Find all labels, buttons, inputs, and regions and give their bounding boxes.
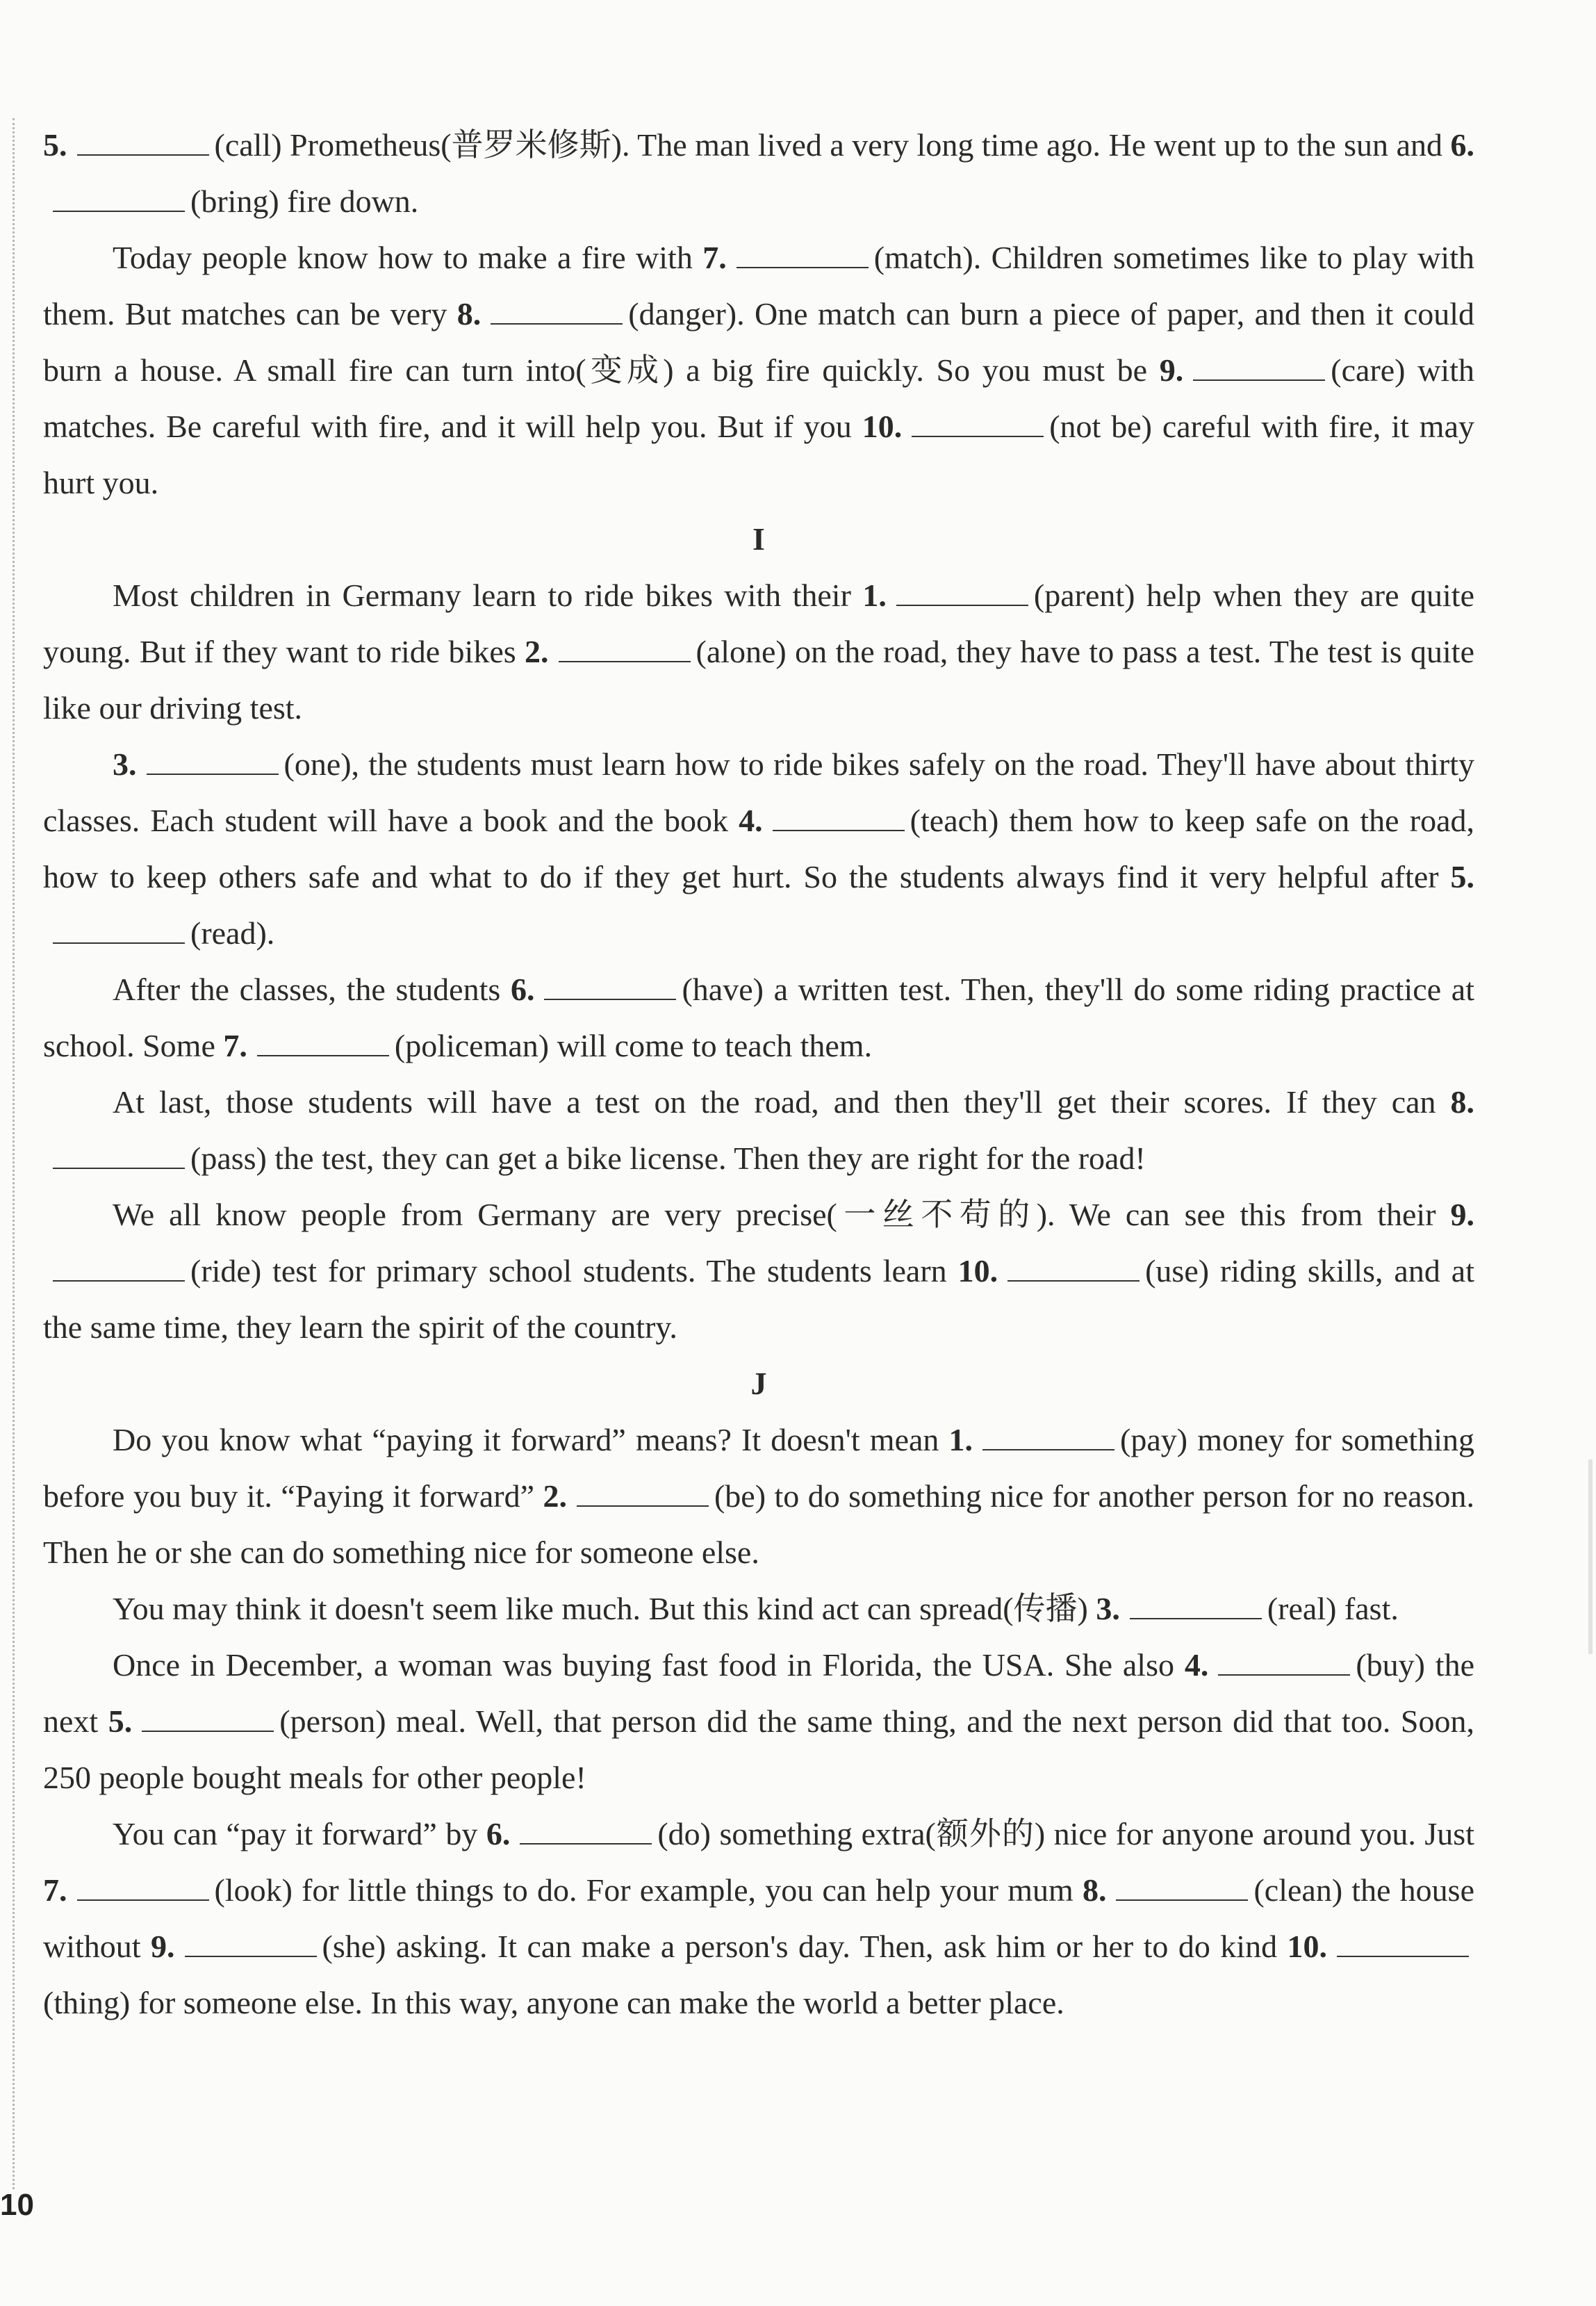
item-number: 8. [1450,1084,1474,1120]
section-heading: J [750,1366,767,1401]
item-number: 4. [739,803,763,838]
paragraph [43,229,1474,511]
text-run: We all know people from Germany are very precise(一丝不苟的). We can see this from their [113,1197,1451,1232]
answer-blank [77,1873,209,1901]
text-run: (care) with matches. Be careful with fire, and it will help you. But if you [43,352,1474,444]
answer-blank [577,1479,709,1507]
answer-blank [896,578,1028,606]
paragraph [43,1186,1474,1355]
section-heading: I [752,521,765,557]
item-number: 6. [1450,127,1474,163]
text-run: Today people know how to make a fire with [113,240,703,275]
answer-blank [1337,1929,1469,1957]
section-i [43,511,1474,1355]
item-number: 2. [525,634,549,669]
answer-blank [257,1029,389,1056]
paragraph [43,1412,1474,1580]
paragraph [43,736,1474,961]
text-run: (she) asking. It can make a person's day. Then, ask him or her to do kind [322,1929,1288,1964]
item-number: 3. [113,746,137,782]
item-number: 6. [510,972,535,1007]
item-number: 10. [1287,1929,1328,1964]
paragraph [43,1580,1474,1637]
text-run: Once in December, a woman was buying fast food in Florida, the USA. She also [113,1647,1185,1683]
answer-blank [520,1817,652,1845]
text-run: (danger). One match can burn a piece of paper, and then it could burn a house. A small fire can turn into(变成) a big fire quickly. So you must be [43,296,1475,388]
answer-blank [147,747,279,775]
text-run: (ride) test for primary school students. The students learn [190,1253,958,1289]
item-number: 10. [862,409,903,444]
item-number: 2. [543,1478,567,1514]
text-run: Most children in Germany learn to ride bikes with their [113,578,863,613]
item-number: 7. [43,1872,67,1908]
page-number: 10 [0,2188,34,2222]
text-run: After the classes, the students [113,972,511,1007]
answer-blank [912,409,1044,437]
text-run: (call) Prometheus(普罗米修斯). The man lived a very long time ago. He went up to the sun and [214,127,1451,163]
item-number: 7. [223,1028,247,1063]
item-number: 5. [43,127,67,163]
text-run: (person) meal. Well, that person did the same thing, and the next person did that too. Soon, 250 people bought meals for other people! [43,1703,1474,1795]
item-number: 7. [702,240,727,275]
answer-blank [1218,1648,1350,1676]
answer-blank [1007,1254,1140,1282]
text-run: (parent) help when they are quite young. But if they want to ride bikes [43,578,1474,669]
text-run: (thing) for someone else. In this way, anyone can make the world a better place. [43,1985,1064,2020]
item-number: 5. [1450,859,1474,894]
answer-blank [53,1254,185,1282]
text-run: (teach) them how to keep safe on the road, how to keep others safe and what to do if they get hurt. So the students always find it very helpful after [43,803,1474,894]
right-edge-mark [1588,1459,1593,1654]
text-run: You may think it doesn't seem like much. But this kind act can spread(传播) [113,1591,1096,1626]
answer-blank [559,635,691,662]
section-j [43,1355,1474,2031]
section-h-continued [43,117,1474,511]
text-run: (pass) the test, they can get a bike license. Then they are right for the road! [190,1140,1146,1176]
text-run: (policeman) will come to teach them. [394,1028,873,1063]
answer-blank [53,1141,185,1169]
text-run: (one), the students must learn how to ride bikes safely on the road. They'll have about thirty classes. Each student will have a book and the book [43,746,1474,838]
text-run: (pay) money for something before you buy it. “Paying it forward” [43,1422,1474,1514]
item-number: 6. [486,1816,511,1851]
text-run: You can “pay it forward” by [113,1816,486,1851]
text-run: (not be) careful with fire, it may hurt you. [43,409,1475,500]
text-run: (match). Children sometimes like to play with them. But matches can be very [43,240,1474,332]
item-number: 3. [1096,1591,1120,1626]
answer-blank [982,1423,1114,1450]
answer-blank [53,916,185,944]
item-number: 9. [1450,1197,1474,1232]
text-run: (be) to do something nice for another person for no reason. Then he or she can do something nice for someone else. [43,1478,1474,1570]
text-run: Do you know what “paying it forward” means? It doesn't mean [113,1422,949,1457]
text-run: (buy) the next [43,1647,1474,1739]
paragraph [43,961,1474,1074]
text-run: (real) fast. [1267,1591,1399,1626]
paragraph [43,1637,1474,1806]
answer-blank [544,972,676,1000]
text-run: (use) riding skills, and at the same time, they learn the spirit of the country. [43,1253,1474,1345]
item-number: 8. [456,296,482,332]
answer-blank [142,1704,274,1732]
text-run: (bring) fire down. [190,183,419,219]
text-run: (read). [190,915,275,951]
paragraph [43,1074,1474,1186]
answer-blank [773,803,905,831]
item-number: 5. [108,1703,133,1739]
item-number: 8. [1082,1872,1107,1908]
text-run: (look) for little things to do. For example, you can help your mum [214,1872,1083,1908]
answer-blank [53,184,185,212]
text-run: At last, those students will have a test on the road, and then they'll get their scores. If they can [113,1084,1451,1120]
item-number: 4. [1184,1647,1209,1683]
paragraph [43,567,1474,736]
answer-blank [185,1929,317,1957]
item-number: 9. [1159,352,1184,388]
worksheet-content [43,117,1474,2031]
answer-blank [1116,1873,1248,1901]
item-number: 1. [862,578,887,613]
item-number: 1. [948,1422,973,1457]
answer-blank [491,297,623,325]
answer-blank [77,128,209,156]
answer-blank [1193,353,1325,381]
text-run: (clean) the house without [43,1872,1474,1964]
text-run: (alone) on the road, they have to pass a test. The test is quite like our driving test. [43,634,1474,726]
text-run: (do) something extra(额外的) nice for anyone around you. Just [657,1816,1474,1851]
paragraph [43,117,1474,229]
item-number: 9. [151,1929,175,1964]
answer-blank [1130,1592,1262,1619]
text-run: (have) a written test. Then, they'll do some riding practice at school. Some [43,972,1475,1063]
left-dotted-rule [13,118,16,2189]
paragraph [43,1806,1474,2031]
answer-blank [737,240,869,268]
item-number: 10. [957,1253,998,1289]
